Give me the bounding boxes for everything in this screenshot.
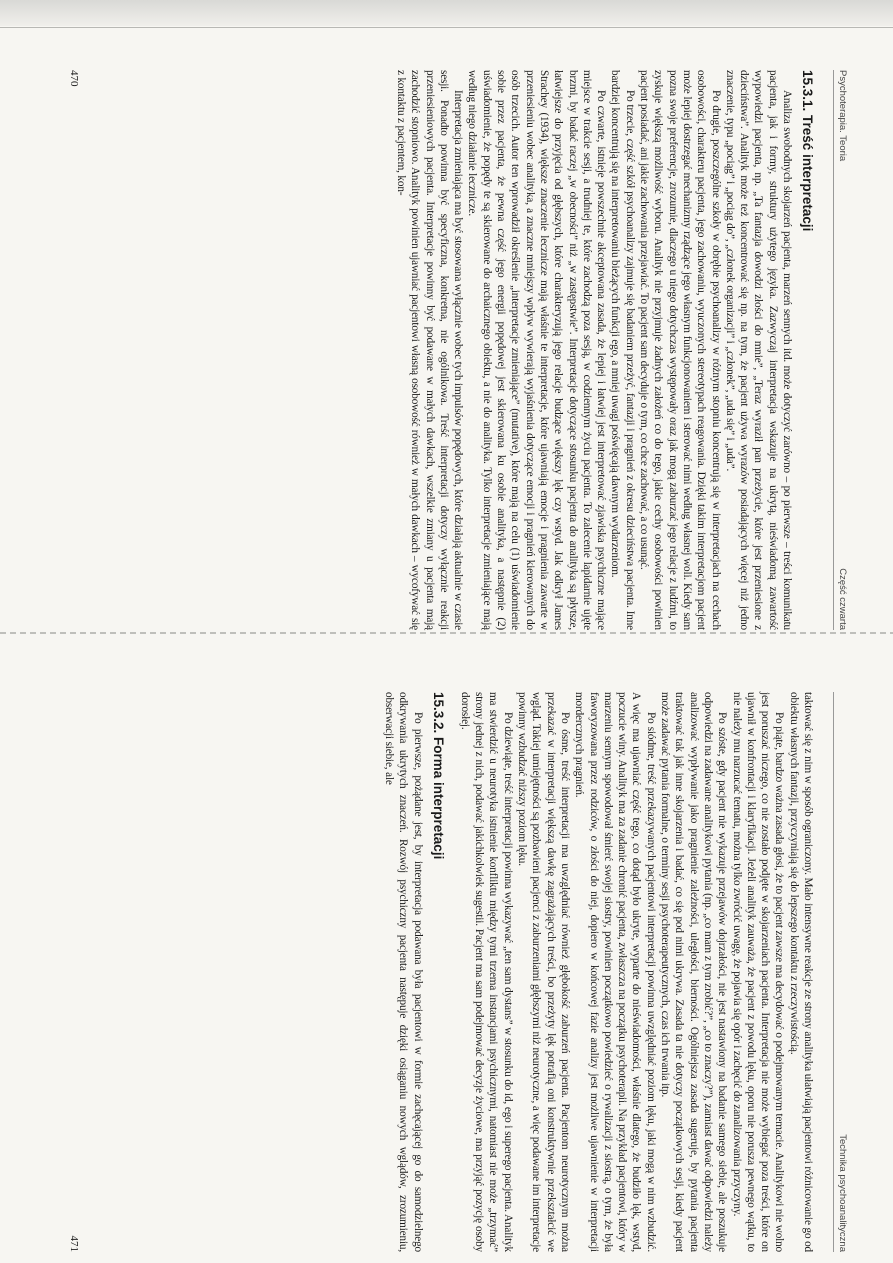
scan-rule (0, 27, 893, 28)
scan-edge (0, 0, 893, 26)
running-head-left: Psychoterapia. Teoria (837, 70, 848, 162)
paragraph: Po piąte, bardzo ważna zasada głosi, że to pacjent zawsze ma decydować o podejmowanym temacie. Analitykowi nie wolno jest poruszać niczego, co nie zostało podjęte w skojarzeniach pacjenta. Interpretacja nie może wybiegać poza treści, które on ujawnił w konfrontacji i klaryfikacji. Jeżeli analityk zauważa, że pacjent z powodu lęku, oporu nie porusza pewnego wątku, to nie należy mu narzucać tematu, można tylko zwrócić uwagę, że pojawia się opór i zachęcić do zanalizowania przyczyny. (730, 692, 786, 1252)
page-number: 470 (68, 70, 80, 87)
paragraph: taktować się z nim w sposób ograniczony. Mało intensywne reakcje ze strony analityka ułatwiają pacjentowi różnicowanie go od obiektu własnych fantazji, przyczyniają się do lepszego kontaktu z rzeczywistością. (787, 692, 814, 1252)
paragraph: Po dziewiąte, treść interpretacji powinna wykazywać „ten sam dystans” w stosunku do id, ego i superego pacjenta. Analityk ma stwierdzić u neurotyka istnienie konfliktu między tymi trzema instancjami psychicznymi, natomiast nie może „trzymać” strony jednej z nich, podawać jakichkolwiek sugestii. Pacjent ma sam podejmować decyzje życiowe, ma przyjąć pozycję osoby dorosłej. (458, 692, 514, 1252)
paragraph: Po drugie, poszczególne szkoły w obrębie psychoanalizy w różnym stopniu koncentrują się w interpretacjach na cechach osobowości, charakteru pacjenta, jego zachowaniu, wyuczonych stereotypach reagowania. Dzięki takim interpretacjom pacjent może lepiej dostrzegać mechanizmy rządzące jego własnym funkcjonowaniem i sterować nimi według własnej woli. Kiedy sam pozna swoje preferencje, zrozumie, dlaczego u niego dotychczas występowały oraz jak mogą zaburzać jego relacje z ludźmi, to zyskuje większą możliwość wyboru. Analityk nie przyjmuje żadnych założeń co do tego, jakie cechy osobowości powinien pacjent posiadać, ani jakie zachowania przejawiać. To pacjent sam decyduje o tym, co chce zachować, a co usunąć. (638, 70, 722, 630)
section-heading: 15.3.2. Forma interpretacji (430, 692, 446, 860)
paragraph: Po czwarte, istnieje powszechnie akceptowana zasada, że lepiej i łatwiej jest interpretować zjawiska psychiczne mające miejsce w trakcie sesji, a trudniej te, które zachodzą poza sesją, w codziennym życiu pacjenta. To zalecenie lapidarnie ujęte brzmi, by badać raczej „w obecności” niż „w zastępstwie”. Interpretacje dotyczące stosunku pacjenta do analityka są płytsze, łatwiejsze do przyjęcia od głębszych, które charakteryzują jego relacje budzące większy lęk czy wstyd. Jak odkrył James Strachey (1934), większe znaczenie lecznicze mają właśnie te interpretacje, które ujawniają emocje i pragnienia zawarte w przeniesieniu wobec analityka, a znaczne mniejszy wpływ wywierają wyjaśnienia dotyczące emocji i pragnień kierowanych do osób trzecich. Autor ten wprowadził określenie „interpretacje zmieniające” (mutative), które mają na celu (1) uświadomienie sobie przez pacjenta, że pewna część jego energii popędowej jest skierowana ku osobie analityka, a następnie (2) uświadomienie, że popędy te są skierowane do archaicznego obiektu, a nie do analityka. Tylko interpretacje zmieniające mają według niego działanie lecznicze. (466, 70, 608, 630)
paragraph: Po szóste, gdy pacjent nie wykazuje przejawów dojrzałości, nie jest nastawiony na badanie samego siebie, ale poszukuje odpowiedzi na zadawane analitykowi pytania (np. „co mam z tym zrobić?”, „co to znaczy?”), zamiast dawać odpowiedzi należy analizować wypływanie jako pragnienie zależności, uległości, bierności. Ogólniejsza zasada sugeruje, by pytania pacjenta traktować tak jak inne skojarzenia i badać, co się pod nimi ukrywa. Zasada ta nie dotyczy początkowych sesji, kiedy pacjent może zadawać pytania formalne, o terminy sesji psychoterapeutycznych, czas ich trwania itp. (659, 692, 729, 1252)
running-head (833, 70, 848, 630)
paragraph: Po ósme, treść interpretacji ma uwzględniać również głębokość zaburzeń pacjenta. Pacjentom neurotycznym można przekazać w interpretacji większą dawkę zagrażających treści, bo przeżyty lęk potrafią oni konstruktywnie przekształcić we wgląd. Takiej umiejętności są pozbawieni pacjenci z zaburzeniami głębszymi niż neurotyczne, a więc podawane im interpretacje powinny wzbudzać niższy poziom lęku. (516, 692, 571, 1252)
page-number: 471 (68, 1235, 80, 1252)
paragraph: Analiza swobodnych skojarzeń pacjenta, marzeń sennych itd. może dotyczyć zarówno – po pierwsze – treści komunikatu pacjenta, jak i formy, struktury użytego języka. Zazwyczaj interpretacja wskazuje na ukrytą, nieświadomą zawartość wypowiedzi pacjenta, np. „Ta fantazja dowodzi złości do mnie”, „Teraz wyraził pan przeżycie, które jest przeniesione z dzieciństwa”. Analityk może też koncentrować się np. na tym, że pacjent używa wyrazów posiadających więcej niż jedno znaczenie, typu „pociąg” i „pociąg do”, „członek organizacji” i „członek”, „uda się” i „uda”. (723, 70, 793, 630)
running-head (833, 692, 848, 1252)
book-page-471 (68, 692, 848, 1252)
running-head-right: Część czwarta (837, 568, 848, 630)
paragraph: Po trzecie, część szkół psychoanalizy zajmuje się badaniem przeżyć, fantazji i pragnień z okresu dzieciństwa pacjenta. Inne bardziej koncentrują się na interpretowaniu bieżących funkcji ego, a mniej uwagi poświęcają dawnym wydarzeniom. (609, 70, 636, 630)
book-binding-line (0, 632, 893, 634)
book-page-470 (68, 70, 848, 630)
paragraph: Interpretacja zmieniająca ma być stosowana wyłącznie wobec tych impulsów popędowych, które działają aktualnie w czasie sesji. Ponadto powinna być specyficzna, konkretna, nie ogólnikowa. Treść interpretacji dotyczy wyłącznie reakcji przeniesieniowych pacjenta. Interpretacje powinny być podawane w małych dawkach, wszelkie zmiany u pacjenta mają zachodzić stopniowo. Analityk powinien ujawniać pacjentowi własną osobowość również w małych dawkach – wycofywać się z kontaktu z pacjentem, kon- (394, 70, 465, 630)
section-heading: 15.3.1. Treść interpretacji (800, 70, 815, 232)
paragraph: Po pierwsze, pożądane jest, by interpretacja podawana była pacjentowi w formie zachęcającej go do samodzielnego odkrywania ukrytych znaczeń. Rozwój psychiczny pacjenta następuje dzięki osiąganiu nowych wglądów, zrozumieniu, obserwacji siebie, ale (382, 692, 424, 1252)
paragraph: Po siódme, treść przekazywanych pacjentowi interpretacji powinna uwzględniać poziom lęku, jaki mogą w nim wzbudzić. A więc ma ujawniać część tego, co dotąd było ukryte, wyparte do nieświadomości, właśnie dlatego, że budziło lęk, wstyd, poczucie winy. Analityk ma za zadanie chronić pacjenta, zwłaszcza na początku psychoterapii. Na przykład pacjentowi, który w marzeniu sennym spowodował śmierć swojej siostry, powinien początkowo powiedzieć o rywalizacji z siostrą, o tym, że była faworyzowana przez rodziców, o złości do niej, dopiero w końcowej fazie analizy jest możliwe ujawnienie w interpretacji mordercznych pragnień. (573, 692, 657, 1252)
running-head-right: Technika psychoanalityczna (837, 1134, 848, 1252)
